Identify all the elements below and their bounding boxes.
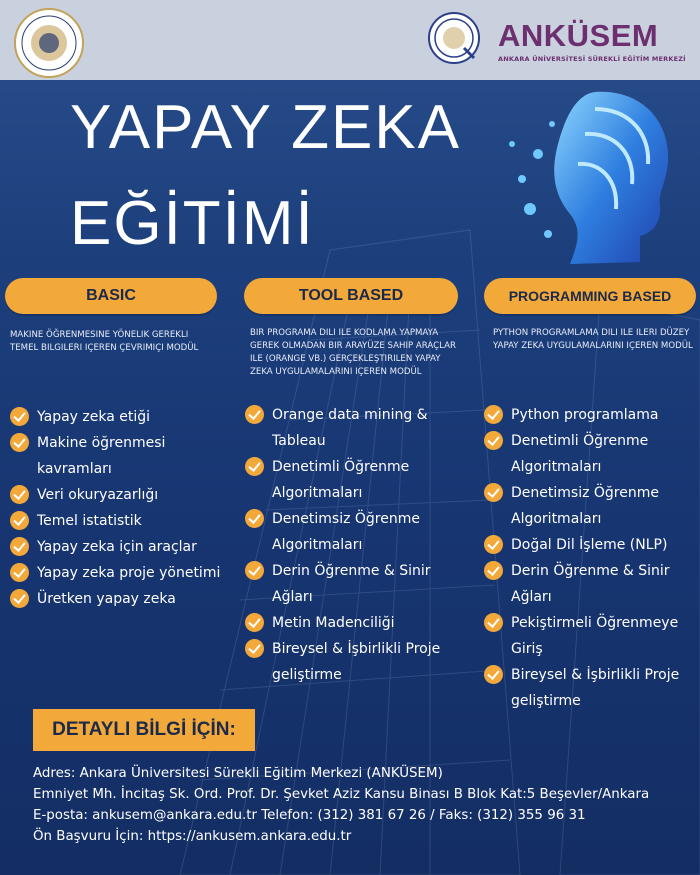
- check-icon: [484, 665, 503, 684]
- basic-topic-list: [10, 404, 235, 612]
- list-item: Üretken yapay zeka: [10, 586, 235, 612]
- street-line: Emniyet Mh. İncitaş Sk. Ord. Prof. Dr. Şevket Aziz Kansu Binası B Blok Kat:5 Beşevler/Ankara: [33, 787, 650, 802]
- check-icon: [484, 613, 503, 632]
- check-icon: [245, 509, 264, 528]
- tool-based-topic-list: [245, 402, 470, 688]
- check-icon: [245, 405, 264, 424]
- ankusem-seal-logo: [428, 12, 480, 64]
- check-icon: [10, 433, 29, 452]
- check-icon: [245, 613, 264, 632]
- programming-based-topic-list: [484, 402, 694, 714]
- list-item: Derin Öğrenme & Sinir Ağları: [484, 558, 694, 610]
- application-link[interactable]: Ön Başvuru İçin: https://ankusem.ankara.edu.tr: [33, 829, 352, 844]
- check-icon: [10, 407, 29, 426]
- list-item: Bireysel & İşbirlikli Proje geliştirme: [484, 662, 694, 714]
- brand-subtitle: ANKARA ÜNİVERSİTESİ SÜREKLİ EĞİTİM MERKEZİ: [498, 55, 686, 63]
- check-icon: [484, 535, 503, 554]
- check-icon: [245, 457, 264, 476]
- check-icon: [484, 431, 503, 450]
- list-item: Metin Madenciliği: [245, 610, 470, 636]
- check-icon: [10, 485, 29, 504]
- tool-based-description: BIR PROGRAMA DILI ILE KODLAMA YAPMAYA GEREK OLMADAN BIR ARAYÜZE SAHIP ARAÇLAR ILE (ORANGE VB.) GERÇEKLEŞTIRILEN YAPAY ZEKA UYGULAMALARINI IÇEREN MODÜL: [250, 328, 456, 377]
- list-item: Denetimli Öğrenme Algoritmaları: [484, 428, 694, 480]
- email-phone-line: E-posta: ankusem@ankara.edu.tr Telefon: (312) 381 67 26 / Faks: (312) 355 96 31: [33, 808, 586, 823]
- info-heading: DETAYLI BİLGİ İÇİN:: [33, 709, 255, 751]
- check-icon: [10, 563, 29, 582]
- check-icon: [10, 589, 29, 608]
- list-item: Pekiştirmeli Öğrenmeye Giriş: [484, 610, 694, 662]
- main-title-line2: EĞİTİMİ: [70, 189, 315, 258]
- ai-head-illustration: [500, 84, 680, 274]
- contact-info: [33, 763, 698, 847]
- list-item: Yapay zeka proje yönetimi: [10, 560, 235, 586]
- main-title-line1: YAPAY ZEKA: [70, 93, 462, 162]
- list-item: Python programlama: [484, 402, 694, 428]
- check-icon: [10, 511, 29, 530]
- header-bar: [0, 0, 700, 80]
- check-icon: [484, 405, 503, 424]
- list-item: Orange data mining & Tableau: [245, 402, 470, 454]
- list-item: Yapay zeka için araçlar: [10, 534, 235, 560]
- list-item: Doğal Dil İşleme (NLP): [484, 532, 694, 558]
- address-line: Adres: Ankara Üniversitesi Sürekli Eğitim Merkezi (ANKÜSEM): [33, 766, 443, 781]
- module-programming-based-tab: PROGRAMMING BASED: [484, 278, 696, 314]
- check-icon: [245, 561, 264, 580]
- basic-description: MAKINE ÖĞRENMESINE YÖNELIK GEREKLI TEMEL BILGILERI IÇEREN ÇEVRIMIÇI MODÜL: [10, 330, 199, 353]
- list-item: Makine öğrenmesi kavramları: [10, 430, 235, 482]
- check-icon: [245, 639, 264, 658]
- programming-based-description: PYTHON PROGRAMLAMA DILI ILE ILERI DÜZEY YAPAY ZEKA UYGULAMALARINI IÇEREN MODÜL: [493, 328, 693, 351]
- list-item: Denetimli Öğrenme Algoritmaları: [245, 454, 470, 506]
- check-icon: [484, 483, 503, 502]
- brand-name: ANKÜSEM: [498, 18, 659, 53]
- list-item: Denetimsiz Öğrenme Algoritmaları: [245, 506, 470, 558]
- module-tool-based-tab: TOOL BASED: [244, 278, 458, 314]
- list-item: Yapay zeka etiği: [10, 404, 235, 430]
- list-item: Veri okuryazarlığı: [10, 482, 235, 508]
- ankara-university-seal-logo: [14, 8, 84, 78]
- list-item: Denetimsiz Öğrenme Algoritmaları: [484, 480, 694, 532]
- list-item: Derin Öğrenme & Sinir Ağları: [245, 558, 470, 610]
- check-icon: [484, 561, 503, 580]
- module-basic-tab: BASIC: [5, 278, 217, 314]
- check-icon: [10, 537, 29, 556]
- list-item: Temel istatistik: [10, 508, 235, 534]
- list-item: Bireysel & İşbirlikli Proje geliştirme: [245, 636, 470, 688]
